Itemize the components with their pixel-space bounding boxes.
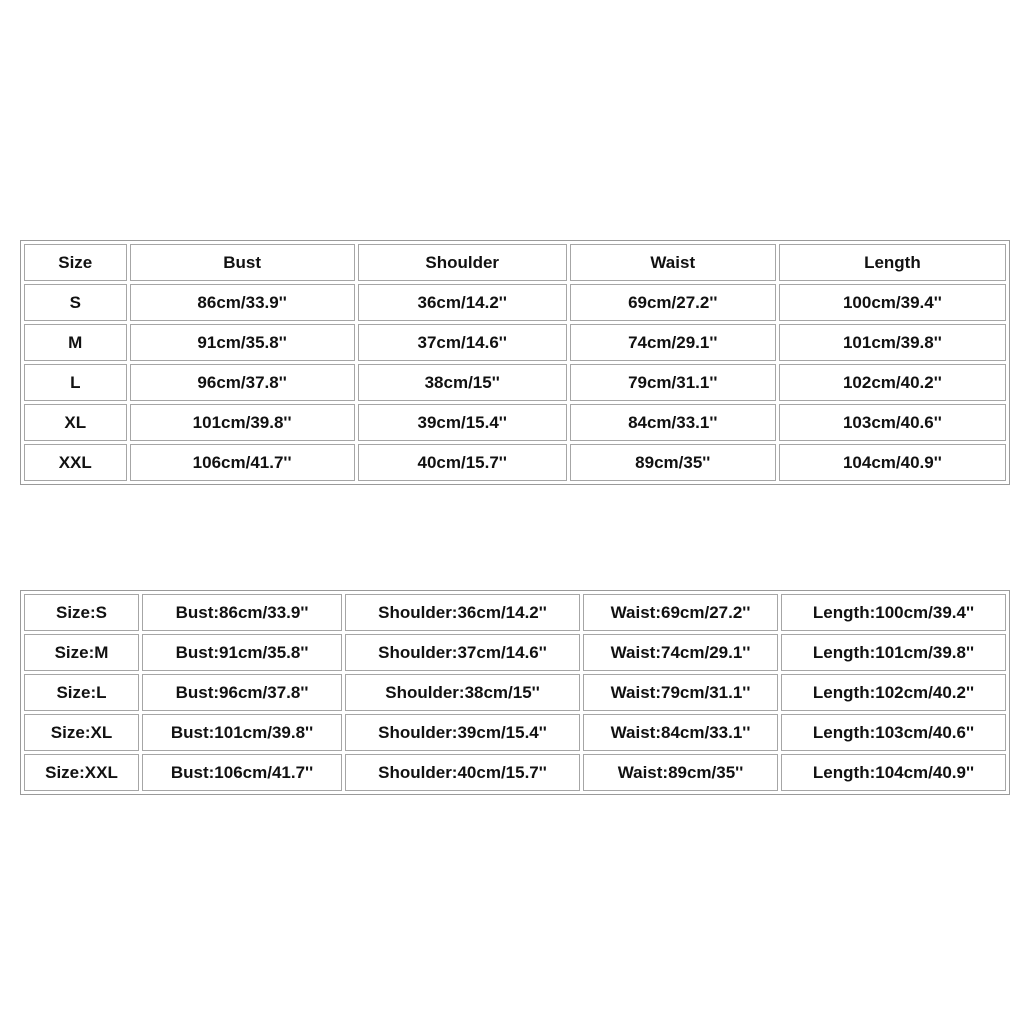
table-cell: 96cm/37.8'' (130, 364, 355, 401)
header-cell-waist: Waist (570, 244, 776, 281)
header-cell-length: Length (779, 244, 1006, 281)
table-row (24, 714, 1006, 751)
table-row (24, 674, 1006, 711)
table-cell: 84cm/33.1'' (570, 404, 776, 441)
table-cell: 39cm/15.4'' (358, 404, 567, 441)
table-row (24, 634, 1006, 671)
table-cell: Bust:101cm/39.8'' (142, 714, 342, 751)
table-cell: M (24, 324, 127, 361)
table-cell: XL (24, 404, 127, 441)
table-cell: 103cm/40.6'' (779, 404, 1006, 441)
table-cell: Length:100cm/39.4'' (781, 594, 1006, 631)
size-chart-table (20, 240, 1010, 485)
table-cell: Shoulder:36cm/14.2'' (345, 594, 580, 631)
table-cell: S (24, 284, 127, 321)
table-cell: Waist:84cm/33.1'' (583, 714, 778, 751)
table-cell: 38cm/15'' (358, 364, 567, 401)
header-cell-bust: Bust (130, 244, 355, 281)
table-cell: Waist:79cm/31.1'' (583, 674, 778, 711)
size-detail-table (20, 590, 1010, 795)
table-cell: Bust:106cm/41.7'' (142, 754, 342, 791)
table-header-row (24, 244, 1006, 281)
table-row (24, 284, 1006, 321)
table-cell: Length:101cm/39.8'' (781, 634, 1006, 671)
table-row (24, 594, 1006, 631)
table-cell: 86cm/33.9'' (130, 284, 355, 321)
table-cell: Size:XXL (24, 754, 139, 791)
table-cell: 37cm/14.6'' (358, 324, 567, 361)
table-cell: Shoulder:38cm/15'' (345, 674, 580, 711)
table-cell: Size:M (24, 634, 139, 671)
table-cell: 102cm/40.2'' (779, 364, 1006, 401)
table-cell: Waist:74cm/29.1'' (583, 634, 778, 671)
table-cell: Size:S (24, 594, 139, 631)
table-row (24, 444, 1006, 481)
header-cell-size: Size (24, 244, 127, 281)
table-row (24, 324, 1006, 361)
table-cell: Length:102cm/40.2'' (781, 674, 1006, 711)
table-cell: 100cm/39.4'' (779, 284, 1006, 321)
table-cell: Shoulder:39cm/15.4'' (345, 714, 580, 751)
table-cell: Shoulder:37cm/14.6'' (345, 634, 580, 671)
header-cell-shoulder: Shoulder (358, 244, 567, 281)
table-row (24, 754, 1006, 791)
table-cell: Size:XL (24, 714, 139, 751)
table-cell: 89cm/35'' (570, 444, 776, 481)
table-cell: 104cm/40.9'' (779, 444, 1006, 481)
table-cell: 91cm/35.8'' (130, 324, 355, 361)
table-cell: Length:103cm/40.6'' (781, 714, 1006, 751)
table-cell: 101cm/39.8'' (130, 404, 355, 441)
table-cell: 79cm/31.1'' (570, 364, 776, 401)
table-cell: 40cm/15.7'' (358, 444, 567, 481)
table-cell: 69cm/27.2'' (570, 284, 776, 321)
table-cell: XXL (24, 444, 127, 481)
table-row (24, 364, 1006, 401)
table-cell: Bust:91cm/35.8'' (142, 634, 342, 671)
table-cell: Shoulder:40cm/15.7'' (345, 754, 580, 791)
table-cell: 101cm/39.8'' (779, 324, 1006, 361)
table-cell: 74cm/29.1'' (570, 324, 776, 361)
table-cell: Bust:96cm/37.8'' (142, 674, 342, 711)
table-cell: 106cm/41.7'' (130, 444, 355, 481)
table-cell: 36cm/14.2'' (358, 284, 567, 321)
table-cell: Waist:69cm/27.2'' (583, 594, 778, 631)
table-cell: L (24, 364, 127, 401)
table-cell: Waist:89cm/35'' (583, 754, 778, 791)
table-row (24, 404, 1006, 441)
table-cell: Size:L (24, 674, 139, 711)
table-cell: Bust:86cm/33.9'' (142, 594, 342, 631)
table-cell: Length:104cm/40.9'' (781, 754, 1006, 791)
